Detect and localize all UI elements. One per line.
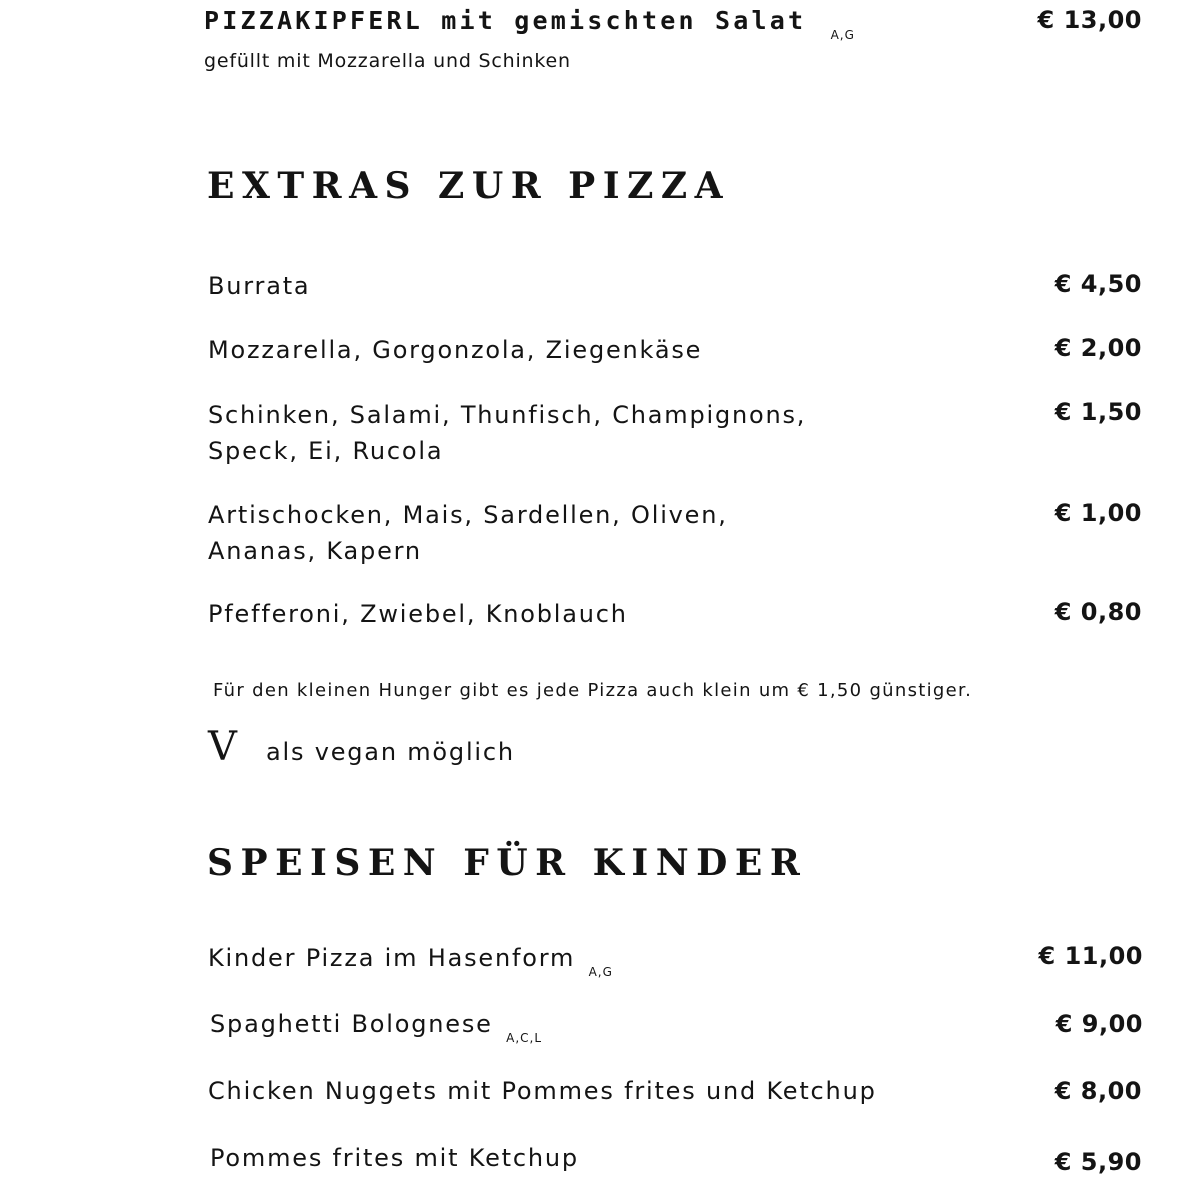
kids-item <box>210 1140 579 1176</box>
extra-item-price: € 4,50 <box>1054 270 1142 298</box>
kids-item-name: Kinder Pizza im Hasenform <box>208 944 576 972</box>
extra-item-price: € 0,80 <box>1054 598 1142 626</box>
small-pizza-note: Für den kleinen Hunger gibt es jede Pizza auch klein um € 1,50 günstiger. <box>213 680 973 701</box>
extra-item-line-2: Ananas, Kapern <box>208 537 422 565</box>
extra-item-price: € 1,00 <box>1054 499 1142 527</box>
section-heading-kids: SPEISEN FÜR KINDER <box>207 842 808 884</box>
kids-item <box>208 940 613 980</box>
item-name: PIZZAKIPFERL mit gemischten Salat <box>204 6 807 35</box>
kids-item-price: € 8,00 <box>1054 1077 1142 1105</box>
extra-item-line: Mozzarella, Gorgonzola, Ziegenkäse <box>208 336 703 364</box>
extra-item-line: Pfefferoni, Zwiebel, Knoblauch <box>208 600 628 628</box>
section-heading-extras: EXTRAS ZUR PIZZA <box>207 165 731 207</box>
allergen-codes: A,G <box>588 965 613 979</box>
item-price: € 13,00 <box>1037 6 1142 34</box>
kids-item <box>208 1073 877 1109</box>
allergen-codes: A,G <box>830 28 855 42</box>
kids-item-name: Chicken Nuggets mit Pommes frites und Ketchup <box>208 1077 877 1105</box>
vegan-label: als vegan möglich <box>266 738 515 766</box>
extra-item-line: Burrata <box>208 272 311 300</box>
item-description: gefüllt mit Mozzarella und Schinken <box>204 50 571 72</box>
kids-item-price: € 11,00 <box>1038 942 1143 970</box>
kids-item-price: € 5,90 <box>1054 1148 1142 1176</box>
vegan-icon: V <box>208 724 237 770</box>
kids-item <box>210 1006 542 1046</box>
extra-item-price: € 2,00 <box>1054 334 1142 362</box>
extra-item-line: Artischocken, Mais, Sardellen, Oliven, <box>208 501 728 529</box>
menu-item-pizzakipferl <box>204 6 855 42</box>
extra-item-line: Schinken, Salami, Thunfisch, Champignons, <box>208 401 807 429</box>
kids-item-name: Spaghetti Bolognese <box>210 1010 493 1038</box>
kids-item-price: € 9,00 <box>1055 1010 1143 1038</box>
kids-item-name: Pommes frites mit Ketchup <box>210 1144 579 1172</box>
allergen-codes: A,C,L <box>506 1031 543 1045</box>
extra-item-price: € 1,50 <box>1054 398 1142 426</box>
extra-item-line-2: Speck, Ei, Rucola <box>208 437 444 465</box>
